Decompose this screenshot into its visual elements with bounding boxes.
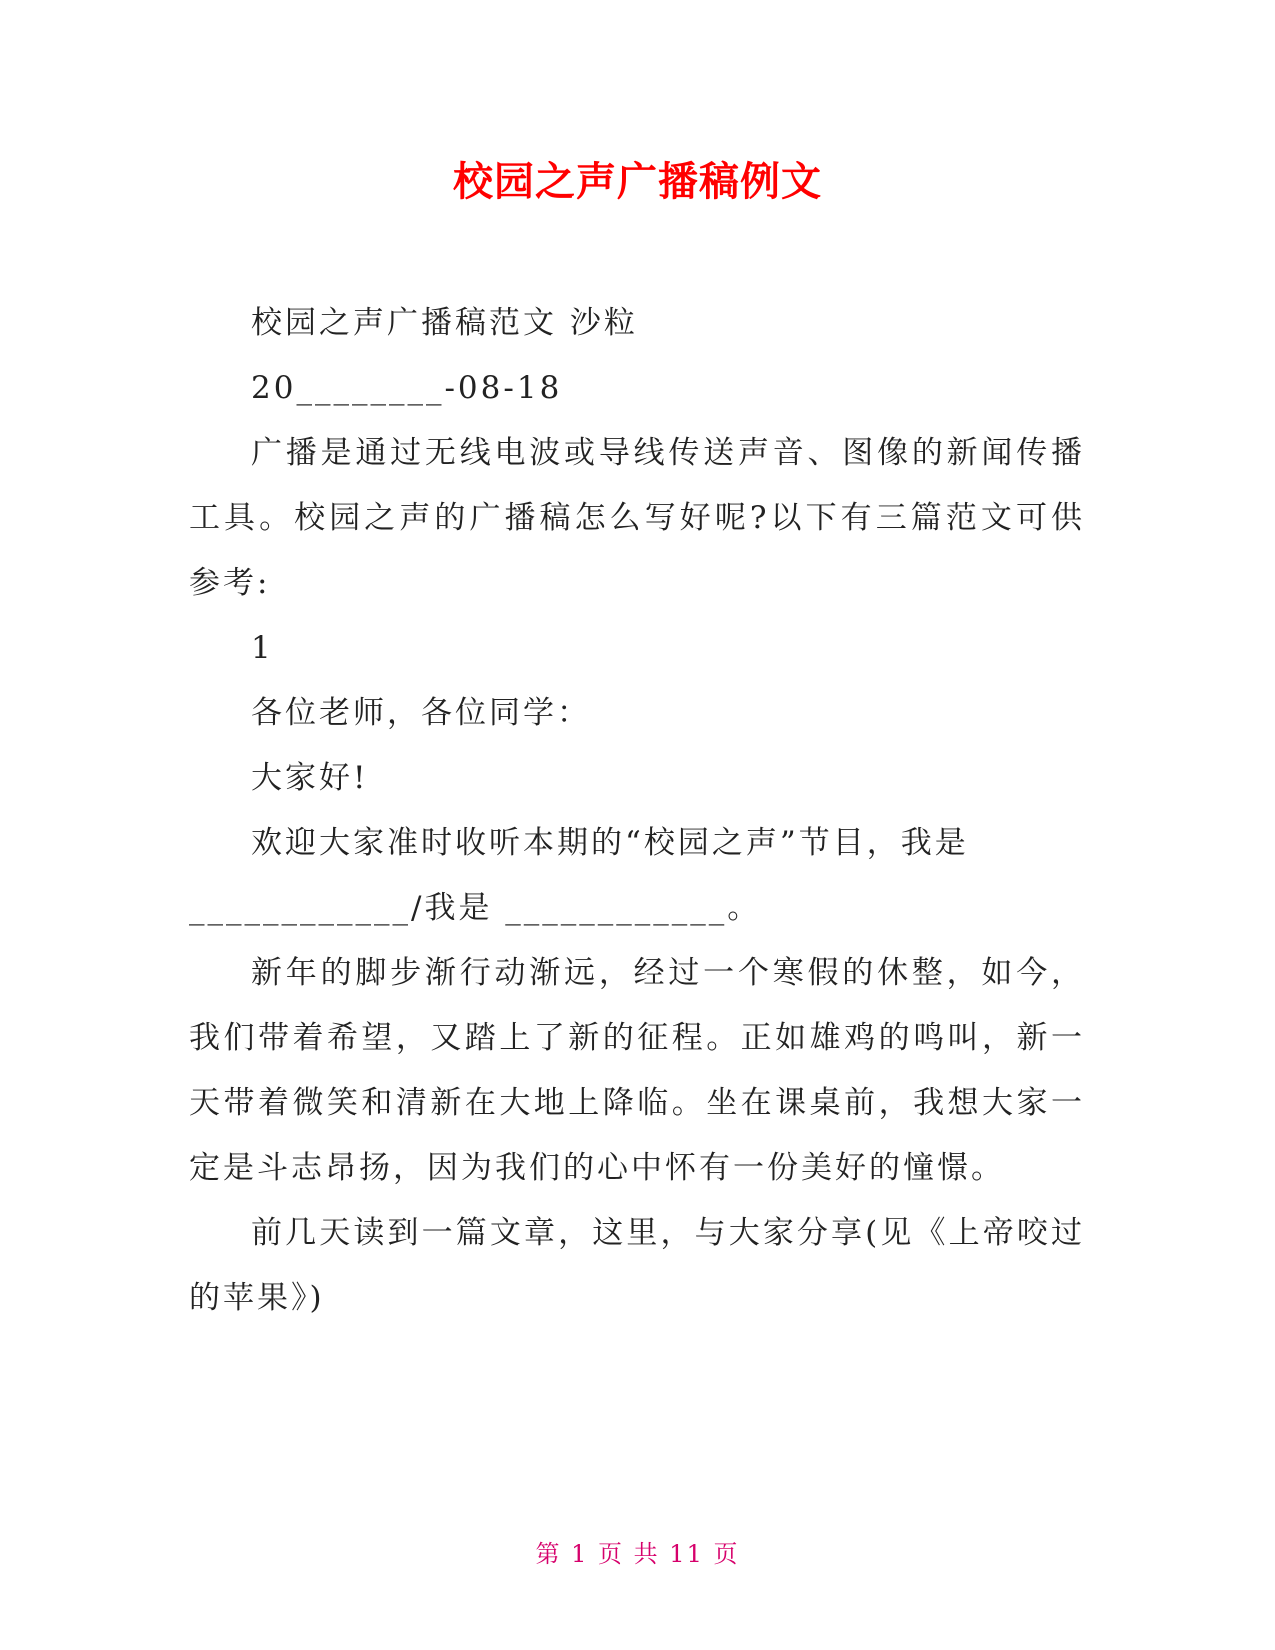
intro-paragraph: 广播是通过无线电波或导线传送声音、图像的新闻传播工具。校园之声的广播稿怎么写好呢?以下有三篇范文可供参考: [189,435,1085,601]
page-number-footer: 第 1 页 共 11 页 [535,1540,740,1568]
document-title: 校园之声广播稿例文 [453,159,822,205]
date-line: 20________-08-18 [251,370,563,406]
document-body [189,291,1085,1331]
section-number: 1 [251,630,274,666]
salutation: 各位老师，各位同学： [251,695,591,731]
body-paragraph: 新年的脚步渐行动渐远，经过一个寒假的休整，如今，我们带着希望，又踏上了新的征程。正如雄鸡的鸣叫，新一天带着微笑和清新在大地上降临。坐在课桌前，我想大家一定是斗志昂扬，因为我们的心中怀有一份美好的憧憬。 [189,955,1085,1186]
body-paragraph: 前几天读到一篇文章，这里，与大家分享(见《上帝咬过的苹果》) [189,1215,1085,1316]
subtitle-line: 校园之声广播稿范文 沙粒 [251,305,638,341]
host-names-line: ____________/我是 ____________。 [189,890,762,926]
welcome-line: 欢迎大家准时收听本期的“校园之声”节目，我是 [251,825,969,861]
greeting: 大家好! [251,760,369,796]
